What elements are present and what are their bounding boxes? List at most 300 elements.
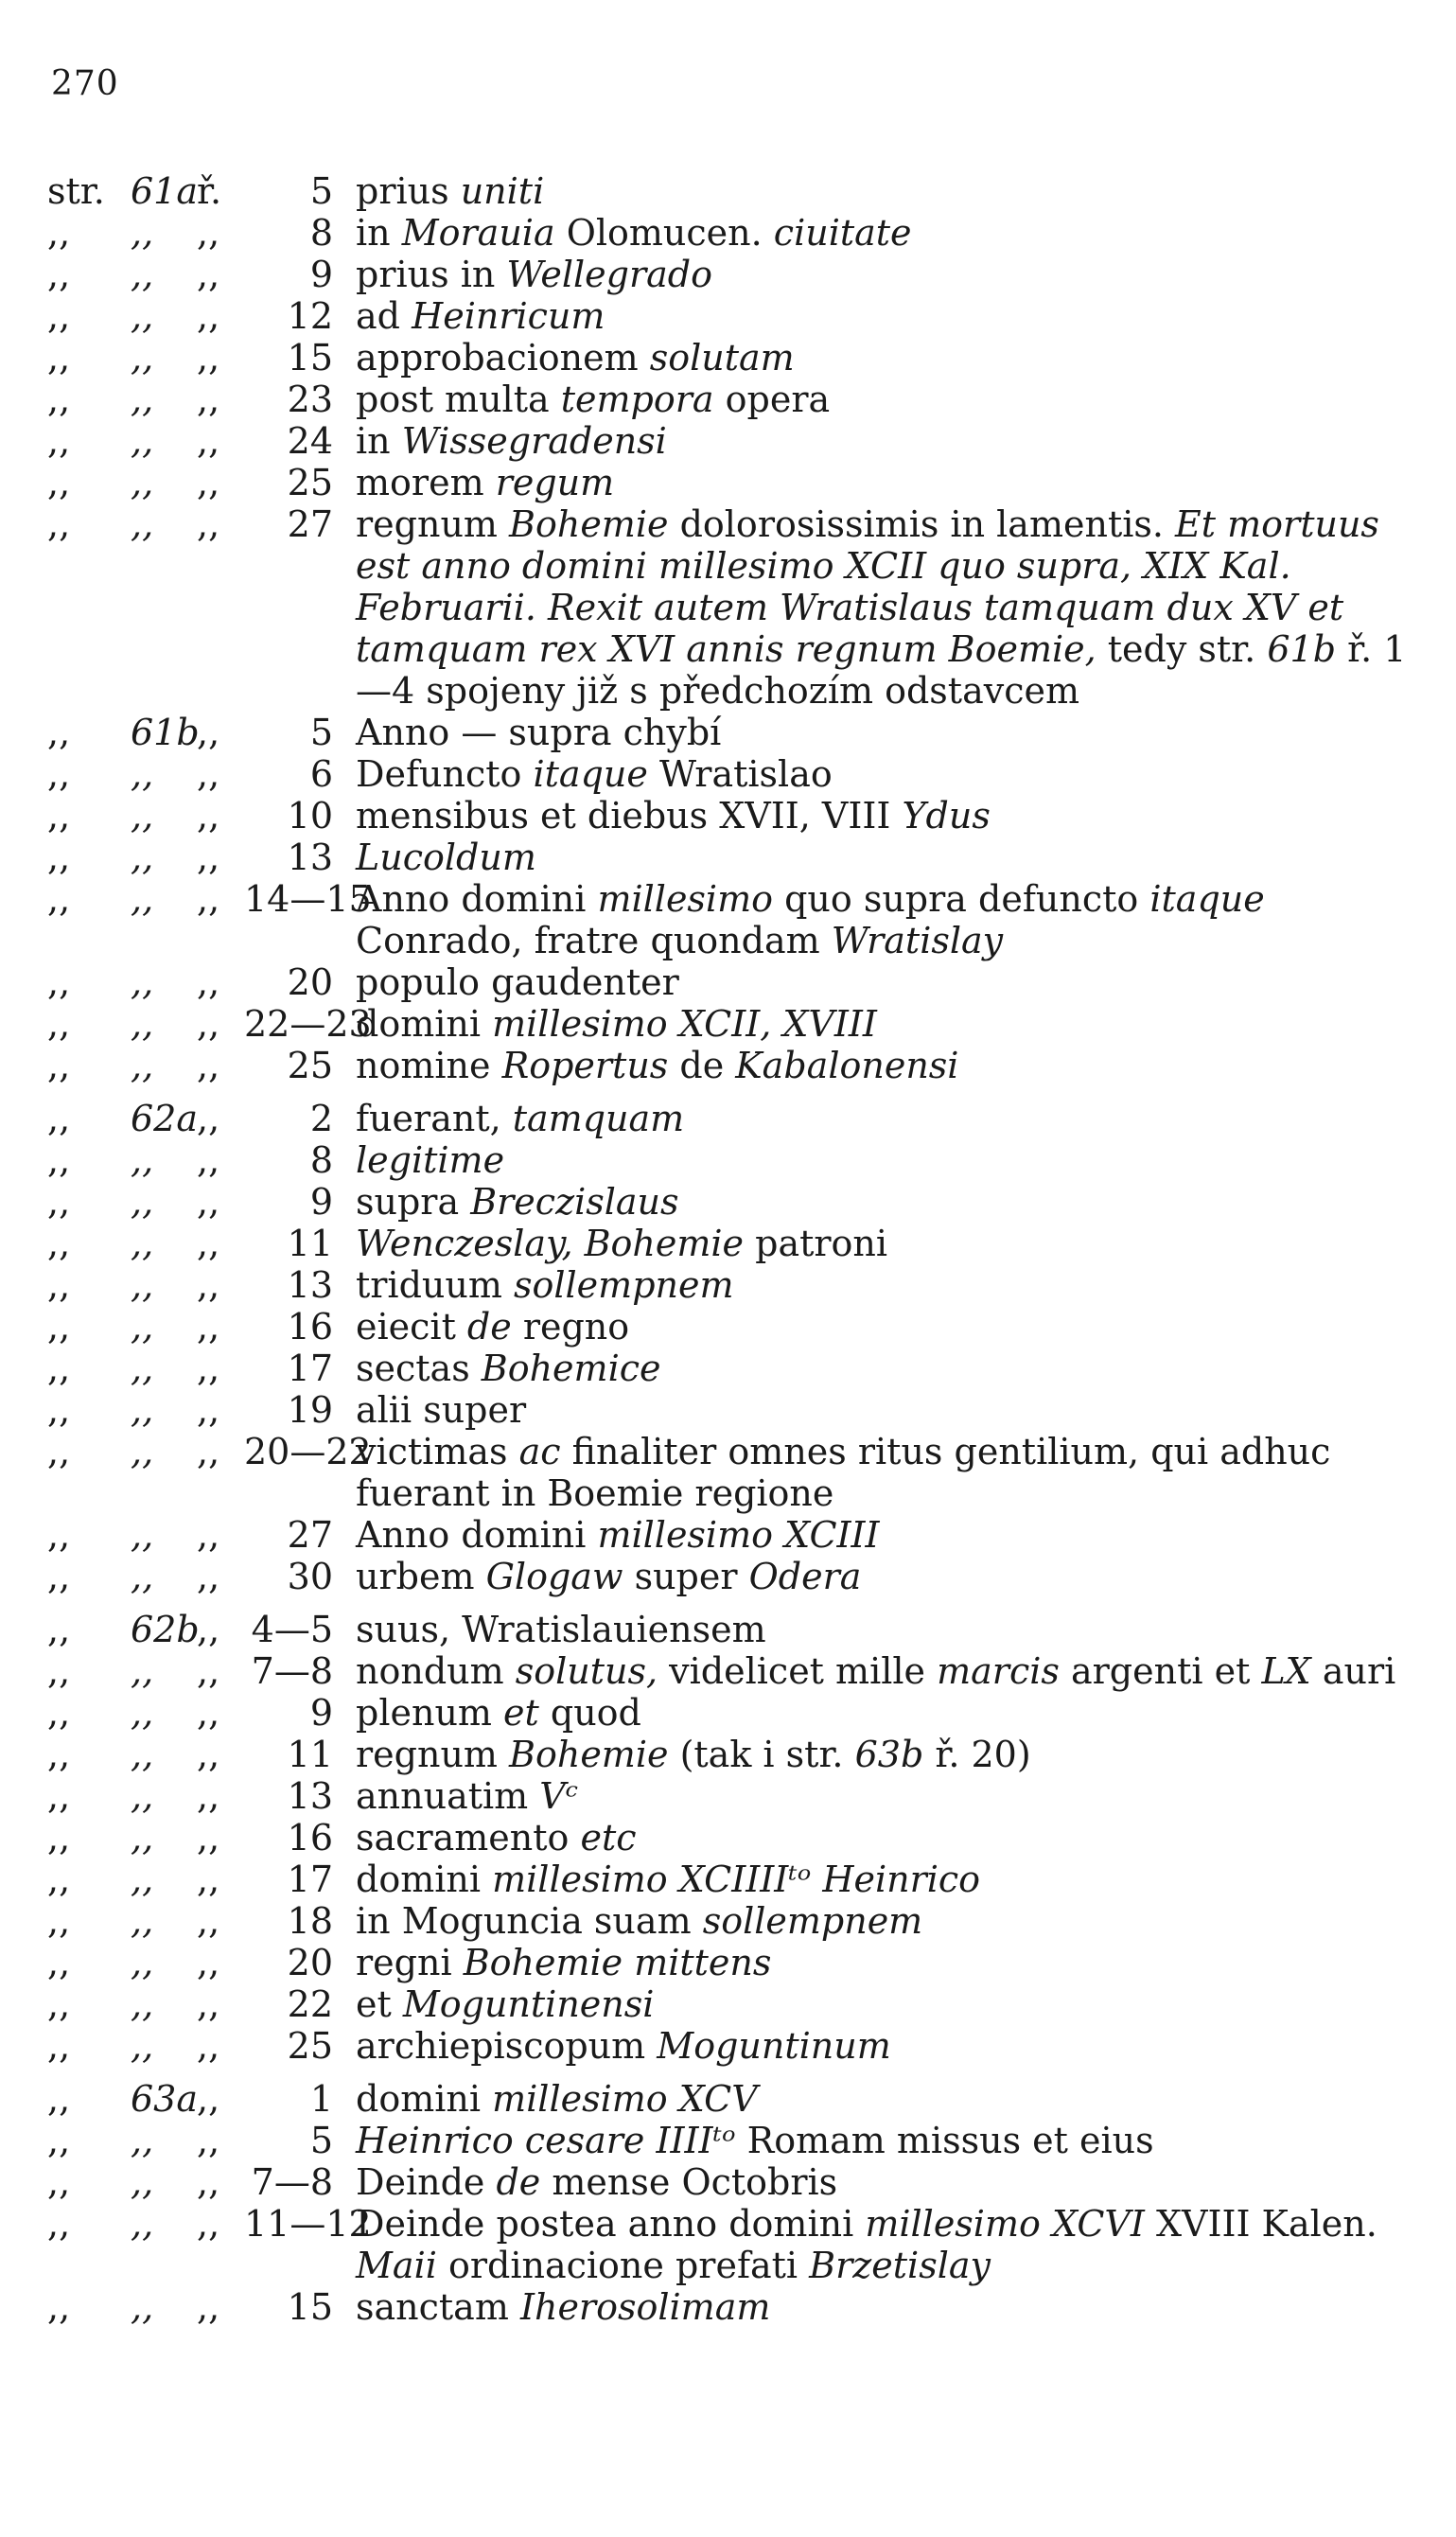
errata-entry: [47, 420, 1410, 462]
page-column: 61b: [131, 712, 200, 753]
line-number: 13: [287, 1264, 333, 1306]
entry-text: [356, 254, 1410, 295]
italic-segment: Ydus: [902, 795, 991, 837]
page-column: ,,: [131, 1650, 154, 1692]
page-column: ,,: [131, 295, 154, 337]
text-segment: ř. 1—4 spojeny již s předchozím odstavcem: [356, 628, 1407, 712]
italic-segment: Bohemie: [509, 1734, 669, 1775]
italic-segment: millesimo XCV: [492, 2078, 758, 2120]
line-number: 16: [287, 1817, 333, 1859]
errata-entry: [47, 1098, 1410, 1139]
str-column: ,,: [47, 753, 71, 795]
text-segment: et: [356, 1983, 403, 2025]
str-column: ,,: [47, 2025, 71, 2067]
errata-entry: [47, 878, 1410, 961]
entry-text: [356, 1045, 1410, 1086]
line-number: 12: [287, 295, 333, 337]
errata-entry: [47, 1139, 1410, 1181]
italic-segment: Bohemice: [481, 1348, 661, 1389]
text-segment: ad: [356, 295, 412, 337]
str-column: ,,: [47, 1306, 71, 1348]
entry-text: [356, 462, 1410, 503]
row-abbrev-column: ,,: [197, 1139, 220, 1181]
page-column: 61a: [131, 170, 199, 212]
entry-text: [356, 503, 1410, 712]
text-segment: domini: [356, 1859, 493, 1900]
entry-text: [356, 212, 1410, 254]
str-column: ,,: [47, 1609, 71, 1650]
errata-entry: [47, 753, 1410, 795]
row-abbrev-column: ,,: [197, 337, 220, 379]
errata-entry: [47, 1389, 1410, 1431]
row-abbrev-column: ,,: [197, 878, 220, 920]
line-number: 9: [309, 1692, 333, 1734]
row-abbrev-column: ,,: [197, 1900, 220, 1942]
text-segment: regnum: [356, 503, 510, 545]
row-abbrev-column: ,,: [197, 795, 220, 837]
errata-entry: [47, 1264, 1410, 1306]
italic-segment: et: [503, 1692, 539, 1734]
row-abbrev-column: ,,: [197, 1348, 220, 1389]
text-segment: super: [623, 1556, 749, 1597]
text-segment: plenum: [356, 1692, 504, 1734]
line-number: 16: [287, 1306, 333, 1348]
errata-entry: [47, 170, 1410, 212]
page-column: ,,: [131, 1734, 154, 1775]
line-number: 10: [287, 795, 333, 837]
line-number: 8: [309, 1139, 333, 1181]
line-number: 7—8: [251, 2161, 333, 2203]
entry-text: [356, 170, 1410, 212]
line-number: 17: [287, 1859, 333, 1900]
page-column: ,,: [131, 503, 154, 545]
text-segment: Anno domini: [356, 878, 598, 920]
entry-text: [356, 1431, 1410, 1514]
line-number: 7—8: [251, 1650, 333, 1692]
page-column: ,,: [131, 1389, 154, 1431]
text-segment: ř. 20): [923, 1734, 1031, 1775]
italic-segment: Morauia: [401, 212, 555, 254]
page-column: ,,: [131, 1900, 154, 1942]
row-abbrev-column: ,,: [197, 254, 220, 295]
text-segment: Romam missus et eius: [735, 2120, 1154, 2161]
text-segment: domini: [356, 2078, 493, 2120]
row-abbrev-column: ,,: [197, 1650, 220, 1692]
text-segment: approbacionem: [356, 337, 650, 379]
text-segment: Anno domini: [356, 1514, 598, 1556]
errata-entry: [47, 2161, 1410, 2203]
italic-segment: etc: [580, 1817, 637, 1859]
entry-text: [356, 1609, 1410, 1650]
line-number: 5: [309, 712, 333, 753]
text-segment: annuatim: [356, 1775, 540, 1817]
italic-segment: Brzetislay: [809, 2245, 991, 2286]
page-column: ,,: [131, 1817, 154, 1859]
entry-text: [356, 1139, 1410, 1181]
text-segment: Deinde: [356, 2161, 497, 2203]
str-column: ,,: [47, 1514, 71, 1556]
text-segment: regnum: [356, 1734, 510, 1775]
str-column: ,,: [47, 1045, 71, 1086]
page-column: 62a: [131, 1098, 199, 1139]
entry-text: [356, 2078, 1410, 2120]
text-segment: in: [356, 212, 402, 254]
entry-text: [356, 337, 1410, 379]
str-column: ,,: [47, 1556, 71, 1597]
line-number: 9: [309, 254, 333, 295]
entry-text: [356, 1181, 1410, 1223]
italic-segment: sollempnem: [702, 1900, 923, 1942]
str-column: ,,: [47, 1098, 71, 1139]
errata-entry: [47, 961, 1410, 1003]
line-number: 4—5: [251, 1609, 333, 1650]
row-abbrev-column: ,,: [197, 2203, 220, 2245]
page-column: 63a: [131, 2078, 199, 2120]
entry-text: [356, 2161, 1410, 2203]
entry-text: [356, 753, 1410, 795]
entry-text: [356, 1306, 1410, 1348]
text-segment: post multa: [356, 379, 561, 420]
row-abbrev-column: ,,: [197, 2078, 220, 2120]
entry-text: [356, 1389, 1410, 1431]
entry-text: [356, 2286, 1410, 2328]
row-abbrev-column: ,,: [197, 1306, 220, 1348]
str-column: ,,: [47, 1181, 71, 1223]
str-column: ,,: [47, 2161, 71, 2203]
str-column: ,,: [47, 1817, 71, 1859]
row-abbrev-column: ř.: [197, 170, 222, 212]
italic-segment: millesimo XCVI: [865, 2203, 1145, 2245]
italic-segment: Maii: [356, 2245, 437, 2286]
italic-segment: Heinricum: [412, 295, 605, 337]
page-column: ,,: [131, 1859, 154, 1900]
italic-segment: itaque: [1149, 878, 1265, 920]
str-column: ,,: [47, 837, 71, 878]
entry-text: [356, 379, 1410, 420]
line-number: 14—15: [244, 878, 372, 920]
italic-segment: Heinrico cesare IIIIᵗᵒ: [356, 2120, 736, 2161]
row-abbrev-column: ,,: [197, 2120, 220, 2161]
entry-text: [356, 837, 1410, 878]
errata-entry: [47, 295, 1410, 337]
line-number: 17: [287, 1348, 333, 1389]
text-segment: dolorosissimis in lamentis.: [668, 503, 1176, 545]
line-number: 25: [287, 2025, 333, 2067]
entry-text: [356, 1223, 1410, 1264]
errata-entry: [47, 1003, 1410, 1045]
page-column: ,,: [131, 1348, 154, 1389]
page-column: ,,: [131, 379, 154, 420]
line-number: 27: [287, 1514, 333, 1556]
text-segment: suus, Wratislauiensem: [356, 1609, 766, 1650]
entry-text: [356, 420, 1410, 462]
errata-entry: [47, 837, 1410, 878]
italic-segment: marcis: [937, 1650, 1060, 1692]
str-column: ,,: [47, 1431, 71, 1472]
page-column: ,,: [131, 337, 154, 379]
row-abbrev-column: ,,: [197, 420, 220, 462]
errata-entry: [47, 1223, 1410, 1264]
line-number: 8: [309, 212, 333, 254]
italic-segment: Lucoldum: [356, 837, 536, 878]
row-abbrev-column: ,,: [197, 2025, 220, 2067]
text-segment: ordinacione prefati: [436, 2245, 810, 2286]
page-column: ,,: [131, 1942, 154, 1983]
errata-entry: [47, 1045, 1410, 1086]
errata-entry: [47, 1983, 1410, 2025]
page-column: ,,: [131, 961, 154, 1003]
text-segment: Anno — supra chybí: [356, 712, 722, 753]
italic-segment: Breczislaus: [470, 1181, 679, 1223]
page-column: ,,: [131, 1775, 154, 1817]
errata-entry: [47, 1556, 1410, 1597]
errata-entry: [47, 212, 1410, 254]
line-number: 22: [287, 1983, 333, 2025]
text-segment: domini: [356, 1003, 493, 1045]
entry-text: [356, 2025, 1410, 2067]
str-column: ,,: [47, 1348, 71, 1389]
italic-segment: itaque: [533, 753, 648, 795]
line-number: 19: [287, 1389, 333, 1431]
str-column: ,,: [47, 462, 71, 503]
italic-segment: tamquam: [512, 1098, 685, 1139]
italic-segment: Iherosolimam: [519, 2286, 771, 2328]
text-segment: victimas: [356, 1431, 519, 1472]
errata-entry: [47, 379, 1410, 420]
str-column: ,,: [47, 420, 71, 462]
str-column: ,,: [47, 2120, 71, 2161]
line-number: 5: [309, 2120, 333, 2161]
str-column: str.: [47, 170, 105, 212]
text-segment: in: [356, 420, 402, 462]
line-number: 2: [309, 1098, 333, 1139]
text-segment: prius in: [356, 254, 507, 295]
italic-segment: Et mortuus est anno domini millesimo XCII quo supra, XIX Kal. Februarii. Rexit autem Wratislaus tamquam dux XV et tamquam rex XVI annis regnum Boemie,: [356, 503, 1379, 670]
row-abbrev-column: ,,: [197, 503, 220, 545]
line-number: 20: [287, 961, 333, 1003]
row-abbrev-column: ,,: [197, 1514, 220, 1556]
italic-segment: Wellegrado: [506, 254, 712, 295]
errata-entry: [47, 337, 1410, 379]
errata-entry: [47, 795, 1410, 837]
text-segment: videlicet mille: [658, 1650, 938, 1692]
italic-segment: millesimo XCIIIIᵗᵒ Heinrico: [492, 1859, 981, 1900]
errata-entry: [47, 2286, 1410, 2328]
str-column: ,,: [47, 295, 71, 337]
str-column: ,,: [47, 212, 71, 254]
str-column: ,,: [47, 1900, 71, 1942]
page-column: ,,: [131, 2161, 154, 2203]
line-number: 9: [309, 1181, 333, 1223]
text-segment: XVIII Kalen.: [1144, 2203, 1377, 2245]
entry-text: [356, 878, 1410, 961]
str-column: ,,: [47, 1983, 71, 2025]
italic-segment: sollempnem: [513, 1264, 734, 1306]
line-number: 20: [287, 1942, 333, 1983]
italic-segment: de: [496, 2161, 541, 2203]
italic-segment: tempora: [560, 379, 714, 420]
page-column: ,,: [131, 878, 154, 920]
text-segment: alii super: [356, 1389, 527, 1431]
italic-segment: LX: [1261, 1650, 1311, 1692]
row-abbrev-column: ,,: [197, 295, 220, 337]
errata-entry: [47, 1609, 1410, 1650]
errata-entry: [47, 2203, 1410, 2286]
str-column: ,,: [47, 1859, 71, 1900]
errata-entry: [47, 462, 1410, 503]
entry-text: [356, 1692, 1410, 1734]
row-abbrev-column: ,,: [197, 212, 220, 254]
row-abbrev-column: ,,: [197, 1098, 220, 1139]
line-number: 15: [287, 2286, 333, 2328]
page-column: ,,: [131, 1431, 154, 1472]
text-segment: archiepiscopum: [356, 2025, 658, 2067]
row-abbrev-column: ,,: [197, 1045, 220, 1086]
errata-entry: [47, 1181, 1410, 1223]
line-number: 11: [287, 1734, 333, 1775]
entry-text: [356, 1348, 1410, 1389]
entry-text: [356, 712, 1410, 753]
page-column: ,,: [131, 753, 154, 795]
text-segment: supra: [356, 1181, 471, 1223]
entry-text: [356, 795, 1410, 837]
errata-entry: [47, 1900, 1410, 1942]
text-segment: finaliter omnes ritus gentilium, qui adhuc fuerant in Boemie regione: [356, 1431, 1331, 1514]
entry-text: [356, 2120, 1410, 2161]
entry-text: [356, 2203, 1410, 2286]
row-abbrev-column: ,,: [197, 1775, 220, 1817]
page-column: ,,: [131, 2025, 154, 2067]
page-column: ,,: [131, 1003, 154, 1045]
str-column: ,,: [47, 254, 71, 295]
errata-entry: [47, 2078, 1410, 2120]
str-column: ,,: [47, 503, 71, 545]
errata-entry: [47, 1692, 1410, 1734]
str-column: ,,: [47, 1264, 71, 1306]
row-abbrev-column: ,,: [197, 1223, 220, 1264]
line-number: 25: [287, 462, 333, 503]
text-segment: prius: [356, 170, 461, 212]
str-column: ,,: [47, 795, 71, 837]
row-abbrev-column: ,,: [197, 462, 220, 503]
errata-entry: [47, 1859, 1410, 1900]
line-number: 23: [287, 379, 333, 420]
errata-entry: [47, 712, 1410, 753]
str-column: ,,: [47, 1389, 71, 1431]
row-abbrev-column: ,,: [197, 1181, 220, 1223]
text-segment: opera: [713, 379, 831, 420]
italic-segment: Wissegradensi: [401, 420, 667, 462]
page-column: ,,: [131, 1983, 154, 2025]
text-segment: Wratislao: [647, 753, 833, 795]
text-segment: sanctam: [356, 2286, 520, 2328]
text-segment: regni: [356, 1942, 464, 1983]
errata-entry: [47, 2120, 1410, 2161]
row-abbrev-column: ,,: [197, 1389, 220, 1431]
text-segment: populo gaudenter: [356, 961, 679, 1003]
page-column: ,,: [131, 795, 154, 837]
entry-text: [356, 1264, 1410, 1306]
text-segment: quo supra defuncto: [773, 878, 1150, 920]
line-number: 5: [309, 170, 333, 212]
line-number: 25: [287, 1045, 333, 1086]
line-number: 18: [287, 1900, 333, 1942]
line-number: 27: [287, 503, 333, 545]
errata-entry: [47, 1348, 1410, 1389]
row-abbrev-column: ,,: [197, 1817, 220, 1859]
line-number: 1: [309, 2078, 333, 2120]
line-number: 11: [287, 1223, 333, 1264]
text-segment: morem: [356, 462, 496, 503]
errata-entry: [47, 1734, 1410, 1775]
text-segment: de: [668, 1045, 736, 1086]
text-segment: Conrado, fratre quondam: [356, 920, 832, 961]
entry-text: [356, 1556, 1410, 1597]
line-number: 24: [287, 420, 333, 462]
text-segment: in Moguncia suam: [356, 1900, 703, 1942]
errata-entry: [47, 2025, 1410, 2067]
page-column: ,,: [131, 1223, 154, 1264]
entry-text: [356, 1514, 1410, 1556]
errata-entry: [47, 1817, 1410, 1859]
italic-segment: 61b: [1267, 628, 1337, 670]
italic-segment: Kabalonensi: [735, 1045, 959, 1086]
line-number: 22—23: [244, 1003, 372, 1045]
str-column: ,,: [47, 878, 71, 920]
str-column: ,,: [47, 1775, 71, 1817]
text-segment: regno: [511, 1306, 630, 1348]
errata-entry: [47, 1650, 1410, 1692]
italic-segment: Odera: [748, 1556, 862, 1597]
page-column: ,,: [131, 837, 154, 878]
italic-segment: Wratislay: [831, 920, 1004, 961]
errata-entry: [47, 1514, 1410, 1556]
entry-text: [356, 1942, 1410, 1983]
italic-segment: millesimo: [597, 878, 773, 920]
str-column: ,,: [47, 1942, 71, 1983]
str-column: ,,: [47, 1003, 71, 1045]
text-segment: Deinde postea anno domini: [356, 2203, 866, 2245]
line-number: 11—12: [244, 2203, 372, 2245]
errata-entry: [47, 1942, 1410, 1983]
line-number: 13: [287, 1775, 333, 1817]
errata-entry: [47, 503, 1410, 712]
row-abbrev-column: ,,: [197, 2161, 220, 2203]
italic-segment: solutus,: [515, 1650, 658, 1692]
row-abbrev-column: ,,: [197, 379, 220, 420]
str-column: ,,: [47, 2286, 71, 2328]
page-column: 62b: [131, 1609, 200, 1650]
text-segment: (tak i str.: [668, 1734, 855, 1775]
line-number: 15: [287, 337, 333, 379]
text-segment: tedy str.: [1096, 628, 1268, 670]
page-column: ,,: [131, 212, 154, 254]
str-column: ,,: [47, 1650, 71, 1692]
str-column: ,,: [47, 379, 71, 420]
page-column: ,,: [131, 1181, 154, 1223]
text-segment: triduum: [356, 1264, 514, 1306]
italic-segment: uniti: [460, 170, 545, 212]
entry-text: [356, 1734, 1410, 1775]
text-segment: argenti et: [1059, 1650, 1262, 1692]
italic-segment: ciuitate: [773, 212, 912, 254]
text-segment: eiecit: [356, 1306, 467, 1348]
italic-segment: Vᶜ: [539, 1775, 579, 1817]
text-segment: sacramento: [356, 1817, 581, 1859]
row-abbrev-column: ,,: [197, 1003, 220, 1045]
line-number: 13: [287, 837, 333, 878]
errata-entry: [47, 1306, 1410, 1348]
